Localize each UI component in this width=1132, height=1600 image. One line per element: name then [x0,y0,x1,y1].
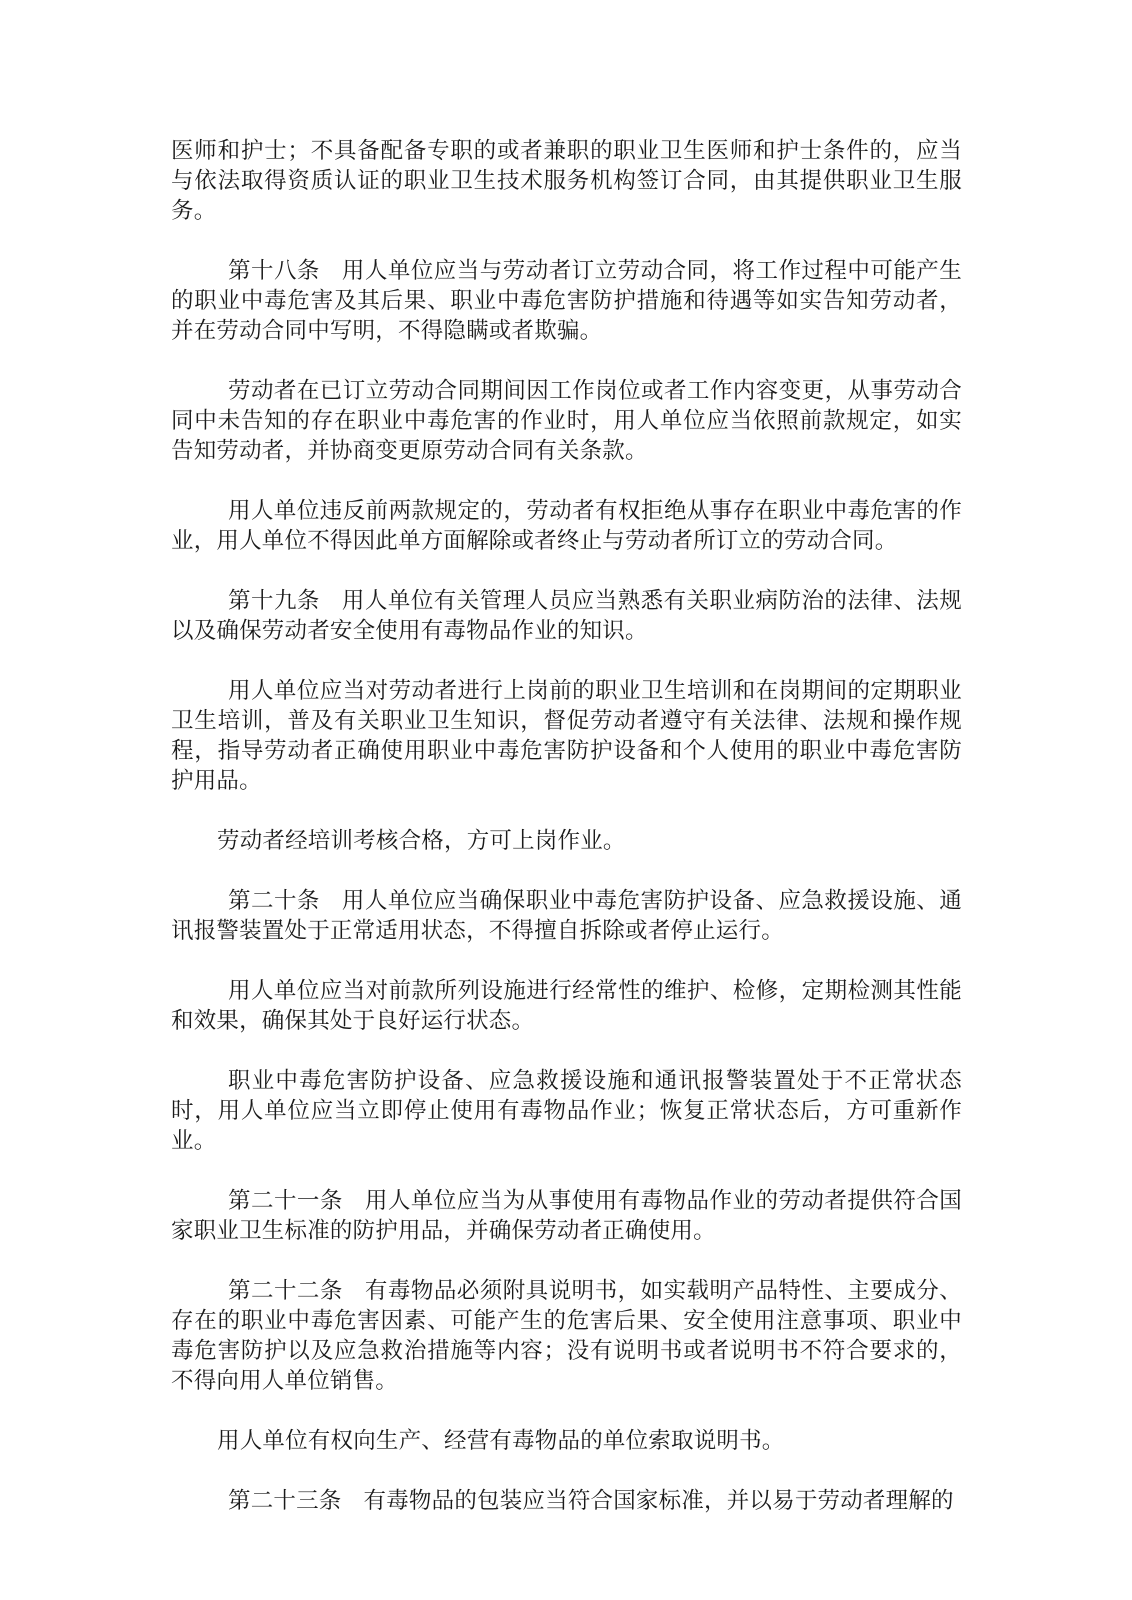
paragraph-text: 医师和护士；不具备配备专职的或者兼职的职业卫生医师和护士条件的，应当与依法取得资质认证的职业卫生技术服务机构签订合同，由其提供职业卫生服务。 [171,138,962,224]
paragraph-text: 职业中毒危害防护设备、应急救援设施和通讯报警装置处于不正常状态时，用人单位应当立即停止使用有毒物品作业；恢复正常状态后，方可重新作业。 [171,1068,962,1154]
article-22-clause-2 [171,1426,962,1456]
paragraph-text: 劳动者在已订立劳动合同期间因工作岗位或者工作内容变更，从事劳动合同中未告知的存在职业中毒危害的作业时，用人单位应当依照前款规定，如实告知劳动者，并协商变更原劳动合同有关条款。 [171,378,962,464]
paragraph-text: 劳动者经培训考核合格，方可上岗作业。 [217,828,626,854]
article-20-clause-3 [171,1066,962,1156]
paragraph-text: 用人单位有关管理人员应当熟悉有关职业病防治的法律、法规以及确保劳动者安全使用有毒物品作业的知识。 [171,588,962,644]
article-21 [171,1186,962,1246]
paragraph-text: 有毒物品必须附具说明书，如实载明产品特性、主要成分、存在的职业中毒危害因素、可能产生的危害后果、安全使用注意事项、职业中毒危害防护以及应急救治措施等内容；没有说明书或者说明书不符合要求的，不得向用人单位销售。 [171,1278,962,1394]
paragraph-text: 有毒物品的包装应当符合国家标准，并以易于劳动者理解的 [363,1488,954,1514]
paragraph-text: 用人单位应当对前款所列设施进行经常性的维护、检修，定期检测其性能和效果，确保其处于良好运行状态。 [171,978,962,1034]
document-body [171,136,962,1546]
paragraph-text: 用人单位违反前两款规定的，劳动者有权拒绝从事存在职业中毒危害的作业，用人单位不得因此单方面解除或者终止与劳动者所订立的劳动合同。 [171,498,962,554]
article-number: 第二十三条 [228,1488,342,1514]
article-number: 第二十一条 [228,1188,343,1214]
paragraph-continuation [171,136,962,226]
article-22 [171,1276,962,1396]
article-number: 第十九条 [228,588,320,614]
article-19 [171,586,962,646]
article-18-clause-2 [171,376,962,466]
article-19-clause-3 [171,826,962,856]
paragraph-text: 用人单位应当为从事使用有毒物品作业的劳动者提供符合国家职业卫生标准的防护用品，并确保劳动者正确使用。 [171,1188,962,1244]
paragraph-text: 用人单位应当与劳动者订立劳动合同，将工作过程中可能产生的职业中毒危害及其后果、职业中毒危害防护措施和待遇等如实告知劳动者，并在劳动合同中写明，不得隐瞒或者欺骗。 [171,258,962,344]
article-number: 第二十条 [228,888,320,914]
article-18 [171,256,962,346]
article-19-clause-2 [171,676,962,796]
paragraph-text: 用人单位应当对劳动者进行上岗前的职业卫生培训和在岗期间的定期职业卫生培训，普及有关职业卫生知识，督促劳动者遵守有关法律、法规和操作规程，指导劳动者正确使用职业中毒危害防护设备和个人使用的职业中毒危害防护用品。 [171,678,962,794]
article-number: 第十八条 [228,258,320,284]
article-20-clause-2 [171,976,962,1036]
article-number: 第二十二条 [228,1278,343,1304]
article-23 [171,1486,962,1516]
paragraph-text: 用人单位有权向生产、经营有毒物品的单位索取说明书。 [217,1428,785,1454]
article-20 [171,886,962,946]
paragraph-text: 用人单位应当确保职业中毒危害防护设备、应急救援设施、通讯报警装置处于正常适用状态，不得擅自拆除或者停止运行。 [171,888,962,944]
article-18-clause-3 [171,496,962,556]
